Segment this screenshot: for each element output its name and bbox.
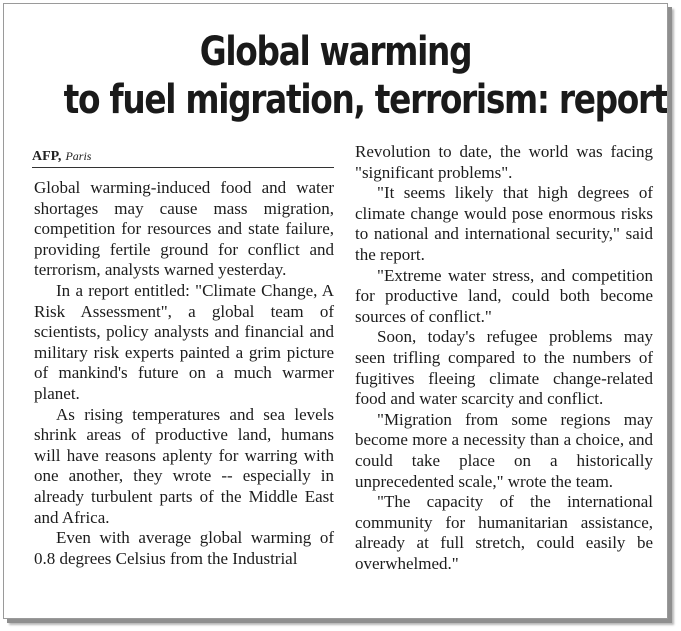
paragraph: "The capacity of the international community for humanitarian assistance, already at full stretch, could easily be overwhelmed." [355,492,653,573]
paragraph: "Extreme water stress, and competition for productive land, could both become sources of conflict." [355,265,653,326]
paragraph: Even with average global warming of 0.8 degrees Celsius from the Industrial [34,528,334,568]
paragraph: In a report entitled: "Climate Change, A Risk Assessment", a global team of scientists, policy analysts and financial and military risk experts painted a grim picture of mankind's future on a much warmer planet. [34,280,334,403]
paragraph: Revolution to date, the world was facing "significant problems". [355,142,653,182]
article-column-right [355,142,653,574]
paragraph: "It seems likely that high degrees of climate change would pose enormous risks to national and international security," said the report. [355,183,653,264]
headline-line-1: Global warming [199,29,472,75]
paragraph: "Migration from some regions may become more a necessity than a choice, and could take place on a historically unprecedented scale," wrote the team. [355,409,653,491]
byline-agency: AFP, [32,149,62,164]
byline-place: Paris [65,149,92,163]
article-column-left [34,178,334,569]
paragraph: As rising temperatures and sea levels shrink areas of productive land, humans will have reasons aplenty for warring with one another, they wrote -- especially in already turbulent parts of the Middle East and Africa. [34,404,334,527]
paragraph: Global warming-induced food and water shortages may cause mass migration, competition for resources and state failure, providing fertile ground for conflict and terrorism, analysts warned yesterday. [34,178,334,280]
byline [32,147,334,168]
headline [63,28,668,124]
headline-line-2: to fuel migration, terrorism: report [63,77,668,123]
paragraph: Soon, today's refugee problems may seen trifling compared to the numbers of fugitives fleeing climate change-related food and water scarcity and conflict. [355,327,653,409]
newspaper-clipping [3,3,668,619]
